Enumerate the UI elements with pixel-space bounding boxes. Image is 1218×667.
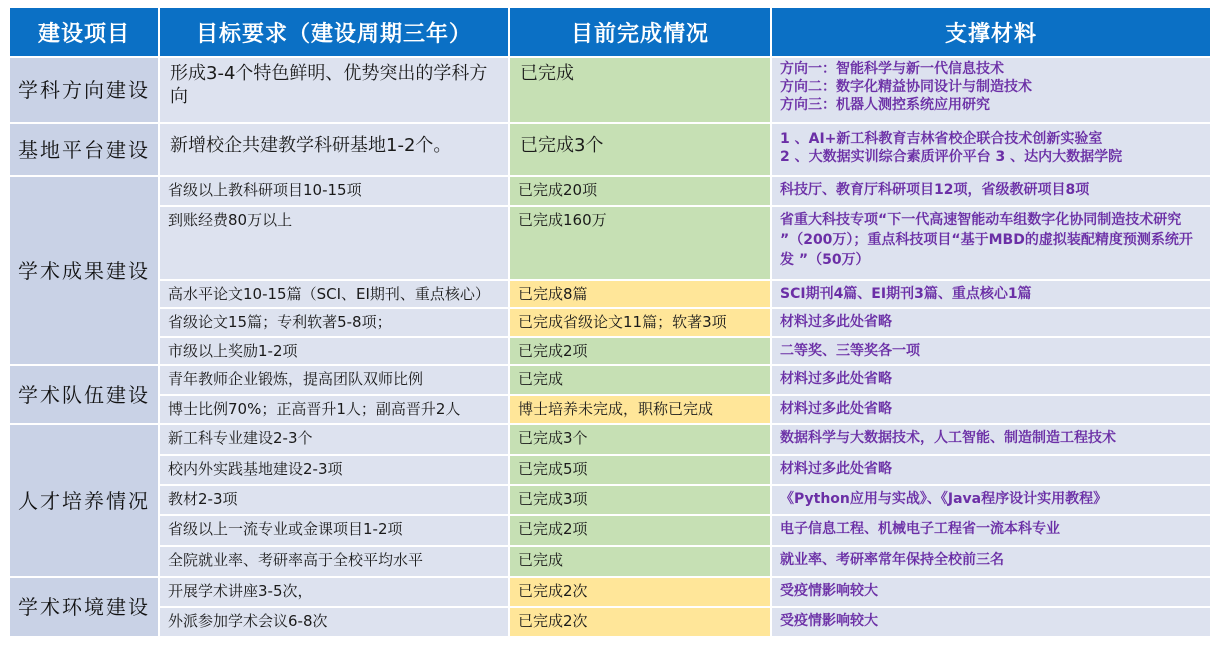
goal-cell: 省级以上一流专业或金课项目1-2项: [159, 515, 509, 546]
status-cell: 已完成2次: [509, 577, 771, 607]
goal-cell: 到账经费80万以上: [159, 206, 509, 280]
table-header-row: [9, 7, 1211, 57]
status-cell: 已完成3个: [509, 123, 771, 176]
project-cell: 学术成果建设: [9, 176, 159, 365]
goal-cell: 高水平论文10-15篇（SCI、EI期刊、重点核心）: [159, 280, 509, 308]
material-cell: 1 、AI+新工科教育吉林省校企联合技术创新实验室 2 、大数据实训综合素质评价平台 3 、达内大数据学院: [771, 123, 1211, 176]
goal-cell: 新增校企共建教学科研基地1-2个。: [159, 123, 509, 176]
status-cell: 已完成: [509, 57, 771, 123]
goal-cell: 青年教师企业锻炼，提高团队双师比例: [159, 365, 509, 395]
status-cell: 已完成160万: [509, 206, 771, 280]
table-row: [9, 280, 1211, 308]
goal-cell: 博士比例70%；正高晋升1人；副高晋升2人: [159, 395, 509, 424]
status-cell: 已完成3个: [509, 424, 771, 455]
goal-cell: 形成3-4个特色鲜明、优势突出的学科方向: [159, 57, 509, 123]
goal-cell: 开展学术讲座3-5次，: [159, 577, 509, 607]
status-cell: 已完成2项: [509, 337, 771, 365]
header-status: 目前完成情况: [509, 7, 771, 57]
material-cell: 《Python应用与实战》、《Java程序设计实用教程》: [771, 485, 1211, 515]
goal-cell: 教材2-3项: [159, 485, 509, 515]
table-row: [9, 176, 1211, 206]
material-cell: 材料过多此处省略: [771, 395, 1211, 424]
goal-cell: 校内外实践基地建设2-3项: [159, 455, 509, 485]
table-row: [9, 515, 1211, 546]
table-row: [9, 57, 1211, 123]
status-cell: 已完成5项: [509, 455, 771, 485]
table-row: [9, 485, 1211, 515]
material-cell: 数据科学与大数据技术，人工智能、制造制造工程技术: [771, 424, 1211, 455]
project-cell: 学术队伍建设: [9, 365, 159, 424]
material-cell: 材料过多此处省略: [771, 455, 1211, 485]
goal-cell: 省级以上教科研项目10-15项: [159, 176, 509, 206]
material-cell: 科技厅、教育厅科研项目12项，省级教研项目8项: [771, 176, 1211, 206]
goal-cell: 外派参加学术会议6-8次: [159, 607, 509, 637]
table-row: [9, 546, 1211, 577]
material-cell: 受疫情影响较大: [771, 577, 1211, 607]
status-cell: 已完成: [509, 546, 771, 577]
header-project: 建设项目: [9, 7, 159, 57]
table-row: [9, 123, 1211, 176]
table-row: [9, 424, 1211, 455]
project-cell: 基地平台建设: [9, 123, 159, 176]
status-cell: 已完成2次: [509, 607, 771, 637]
table-row: [9, 308, 1211, 337]
goal-cell: 全院就业率、考研率高于全校平均水平: [159, 546, 509, 577]
material-cell: 材料过多此处省略: [771, 365, 1211, 395]
table-row: [9, 455, 1211, 485]
material-cell: 方向一：智能科学与新一代信息技术 方向二：数字化精益协同设计与制造技术 方向三：机器人测控系统应用研究: [771, 57, 1211, 123]
material-cell: 电子信息工程、机械电子工程省一流本科专业: [771, 515, 1211, 546]
table-row: [9, 607, 1211, 637]
project-cell: 人才培养情况: [9, 424, 159, 577]
status-cell: 已完成8篇: [509, 280, 771, 308]
table-row: [9, 206, 1211, 280]
material-cell: 省重大科技专项“下一代高速智能动车组数字化协同制造技术研究 ”（200万）；重点科技项目“基于MBD的虚拟装配精度预测系统开发 ”（50万）: [771, 206, 1211, 280]
goal-cell: 省级论文15篇；专利软著5-8项；: [159, 308, 509, 337]
status-cell: 已完成2项: [509, 515, 771, 546]
status-cell: 已完成: [509, 365, 771, 395]
table-row: [9, 395, 1211, 424]
material-cell: 就业率、考研率常年保持全校前三名: [771, 546, 1211, 577]
table-row: [9, 365, 1211, 395]
project-cell: 学术环境建设: [9, 577, 159, 637]
goal-cell: 市级以上奖励1-2项: [159, 337, 509, 365]
goal-cell: 新工科专业建设2-3个: [159, 424, 509, 455]
material-cell: 材料过多此处省略: [771, 308, 1211, 337]
project-cell: 学科方向建设: [9, 57, 159, 123]
status-cell: 已完成20项: [509, 176, 771, 206]
material-cell: 二等奖、三等奖各一项: [771, 337, 1211, 365]
status-cell: 博士培养未完成，职称已完成: [509, 395, 771, 424]
header-material: 支撑材料: [771, 7, 1211, 57]
status-cell: 已完成3项: [509, 485, 771, 515]
construction-progress-table: [8, 6, 1212, 638]
status-cell: 已完成省级论文11篇；软著3项: [509, 308, 771, 337]
material-cell: 受疫情影响较大: [771, 607, 1211, 637]
material-cell: SCI期刊4篇、EI期刊3篇、重点核心1篇: [771, 280, 1211, 308]
table-row: [9, 577, 1211, 607]
header-goal: 目标要求（建设周期三年）: [159, 7, 509, 57]
table-row: [9, 337, 1211, 365]
